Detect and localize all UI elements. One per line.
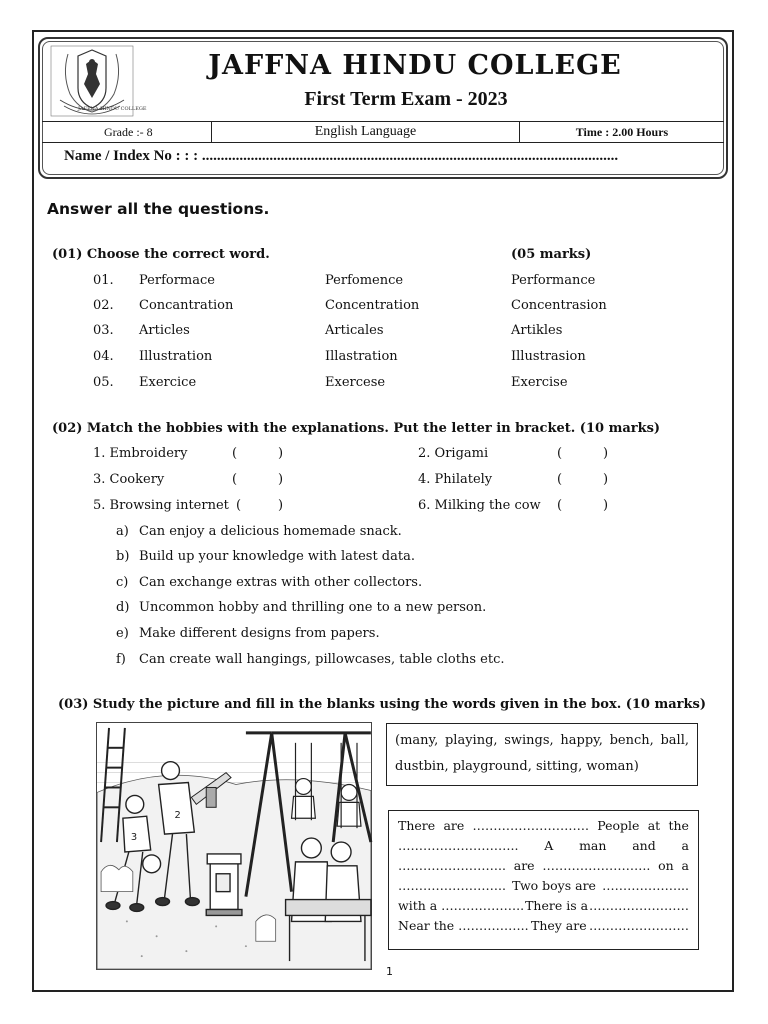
q1-row-num: 05. xyxy=(93,375,114,390)
q1-option-a[interactable]: Concantration xyxy=(139,298,234,313)
q2-heading: (02) Match the hobbies with the explanations. Put the letter in bracket. (10 marks) xyxy=(52,421,661,436)
answer-bracket-close[interactable]: ) xyxy=(603,498,609,513)
passage-word: a xyxy=(681,838,689,853)
fill-in-passage xyxy=(388,810,699,950)
q1-row xyxy=(0,323,768,341)
passage-word: a xyxy=(681,858,689,873)
explanation-letter: a) xyxy=(116,524,129,539)
blank-field[interactable]: …………………….. xyxy=(398,878,506,893)
q1-option-a[interactable]: Articles xyxy=(139,323,190,338)
answer-bracket-open[interactable]: ( xyxy=(232,472,238,487)
q1-option-c[interactable]: Exercise xyxy=(511,375,568,390)
passage-word: There is a xyxy=(525,898,589,913)
exam-info-row xyxy=(42,121,724,143)
explanation-letter: d) xyxy=(116,600,130,615)
q1-row-num: 04. xyxy=(93,349,114,364)
passage-word: People xyxy=(597,818,640,833)
passage-word: Two boys are xyxy=(512,878,596,893)
q1-marks: (05 marks) xyxy=(511,247,592,262)
q3-heading: (03) Study the picture and fill in the blanks using the words given in the box. (10 marks) xyxy=(58,697,707,712)
blank-field[interactable]: …………………….. xyxy=(398,858,506,873)
explanation-letter: e) xyxy=(116,626,129,641)
answer-bracket-close[interactable]: ) xyxy=(278,446,284,461)
q1-row xyxy=(0,375,768,393)
q1-option-a[interactable]: Exercice xyxy=(139,375,197,390)
q1-row-num: 03. xyxy=(93,323,114,338)
svg-text:2: 2 xyxy=(174,810,181,822)
q1-option-c[interactable]: Performance xyxy=(511,273,596,288)
blank-field[interactable]: …………………… xyxy=(588,918,689,933)
q1-option-b[interactable]: Articales xyxy=(325,323,384,338)
blank-field[interactable]: Near the …………….. xyxy=(398,918,529,933)
passage-word: and xyxy=(632,838,656,853)
q1-heading: (01) Choose the correct word. xyxy=(52,247,270,262)
hobby-item: 1. Embroidery xyxy=(93,446,188,461)
blank-field[interactable]: ………………………. xyxy=(472,818,590,833)
exam-title: First Term Exam - 2023 xyxy=(304,88,508,110)
page-number: 1 xyxy=(386,965,393,978)
school-crest-icon xyxy=(48,44,147,118)
q1-option-a[interactable]: Performace xyxy=(139,273,215,288)
q1-row-num: 02. xyxy=(93,298,114,313)
q1-option-b[interactable]: Exercese xyxy=(325,375,386,390)
svg-text:JAFFNA HINDU COLLEGE: JAFFNA HINDU COLLEGE xyxy=(78,106,147,112)
grade-label: Grade :- 8 xyxy=(42,122,212,142)
q1-option-b[interactable]: Perfomence xyxy=(325,273,404,288)
q1-row xyxy=(0,298,768,316)
blank-field[interactable]: …………………….. xyxy=(542,858,651,873)
time-label: Time : 2.00 Hours xyxy=(575,124,669,139)
answer-bracket-open[interactable]: ( xyxy=(232,446,238,461)
q1-option-a[interactable]: Illustration xyxy=(139,349,213,364)
q1-option-c[interactable]: Illustrasion xyxy=(511,349,586,364)
explanation-text: Can exchange extras with other collectors. xyxy=(139,575,423,590)
passage-word: There xyxy=(398,818,436,833)
q1-option-c[interactable]: Concentrasion xyxy=(511,298,607,313)
instruction: Answer all the questions. xyxy=(47,200,270,218)
q1-option-b[interactable]: Concentration xyxy=(325,298,420,313)
explanation-letter: f) xyxy=(116,652,126,667)
hobby-item: 2. Origami xyxy=(418,446,489,461)
hobby-item: 6. Milking the cow xyxy=(418,498,541,513)
answer-bracket-open[interactable]: ( xyxy=(557,446,563,461)
explanation-letter: b) xyxy=(116,549,130,564)
hobby-item: 5. Browsing internet xyxy=(93,498,229,513)
passage-word: on xyxy=(658,858,674,873)
hobby-item: 3. Cookery xyxy=(93,472,165,487)
passage-word: the xyxy=(668,818,689,833)
explanation-text: Can create wall hangings, pillowcases, table cloths etc. xyxy=(139,652,505,667)
answer-bracket-close[interactable]: ) xyxy=(603,446,609,461)
answer-bracket-open[interactable]: ( xyxy=(236,498,242,513)
passage-line xyxy=(398,816,689,836)
playground-picture xyxy=(96,722,372,970)
passage-word: A xyxy=(544,838,554,853)
blank-field[interactable]: ………………... xyxy=(602,878,689,893)
answer-bracket-close[interactable]: ) xyxy=(603,472,609,487)
explanation-text: Can enjoy a delicious homemade snack. xyxy=(139,524,402,539)
blank-field[interactable]: …………………… xyxy=(588,898,689,913)
school-name: JAFFNA HINDU COLLEGE xyxy=(208,50,622,81)
blank-field[interactable]: ……………………….. xyxy=(398,838,519,853)
svg-text:3: 3 xyxy=(130,832,138,844)
passage-line xyxy=(398,836,689,856)
answer-bracket-close[interactable]: ) xyxy=(278,472,284,487)
subject-label: English Language xyxy=(212,122,520,142)
answer-bracket-open[interactable]: ( xyxy=(557,472,563,487)
q1-option-b[interactable]: Illastration xyxy=(325,349,398,364)
passage-line xyxy=(398,896,689,916)
explanation-letter: c) xyxy=(116,575,129,590)
q1-option-c[interactable]: Artikles xyxy=(511,323,563,338)
passage-line xyxy=(398,856,689,876)
answer-bracket-close[interactable]: ) xyxy=(278,498,284,513)
passage-word: man xyxy=(579,838,607,853)
explanation-text: Build up your knowledge with latest data. xyxy=(139,549,415,564)
q1-row-num: 01. xyxy=(93,273,114,288)
passage-line xyxy=(398,916,689,936)
passage-line xyxy=(398,876,689,896)
name-index-field[interactable]: Name / Index No : : : ............................................................................................................... xyxy=(64,148,619,164)
passage-word: They are xyxy=(530,918,587,933)
blank-field[interactable]: with a ……………….. xyxy=(398,898,525,913)
answer-bracket-open[interactable]: ( xyxy=(557,498,563,513)
passage-word: are xyxy=(513,858,535,873)
passage-word: at xyxy=(647,818,661,833)
explanation-text: Make different designs from papers. xyxy=(139,626,380,641)
word-box: (many, playing, swings, happy, bench, ball, dustbin, playground, sitting, woman) xyxy=(386,723,698,786)
q1-row xyxy=(0,273,768,291)
explanation-text: Uncommon hobby and thrilling one to a new person. xyxy=(139,600,487,615)
q1-row xyxy=(0,349,768,367)
passage-word: are xyxy=(443,818,465,833)
hobby-item: 4. Philately xyxy=(418,472,493,487)
